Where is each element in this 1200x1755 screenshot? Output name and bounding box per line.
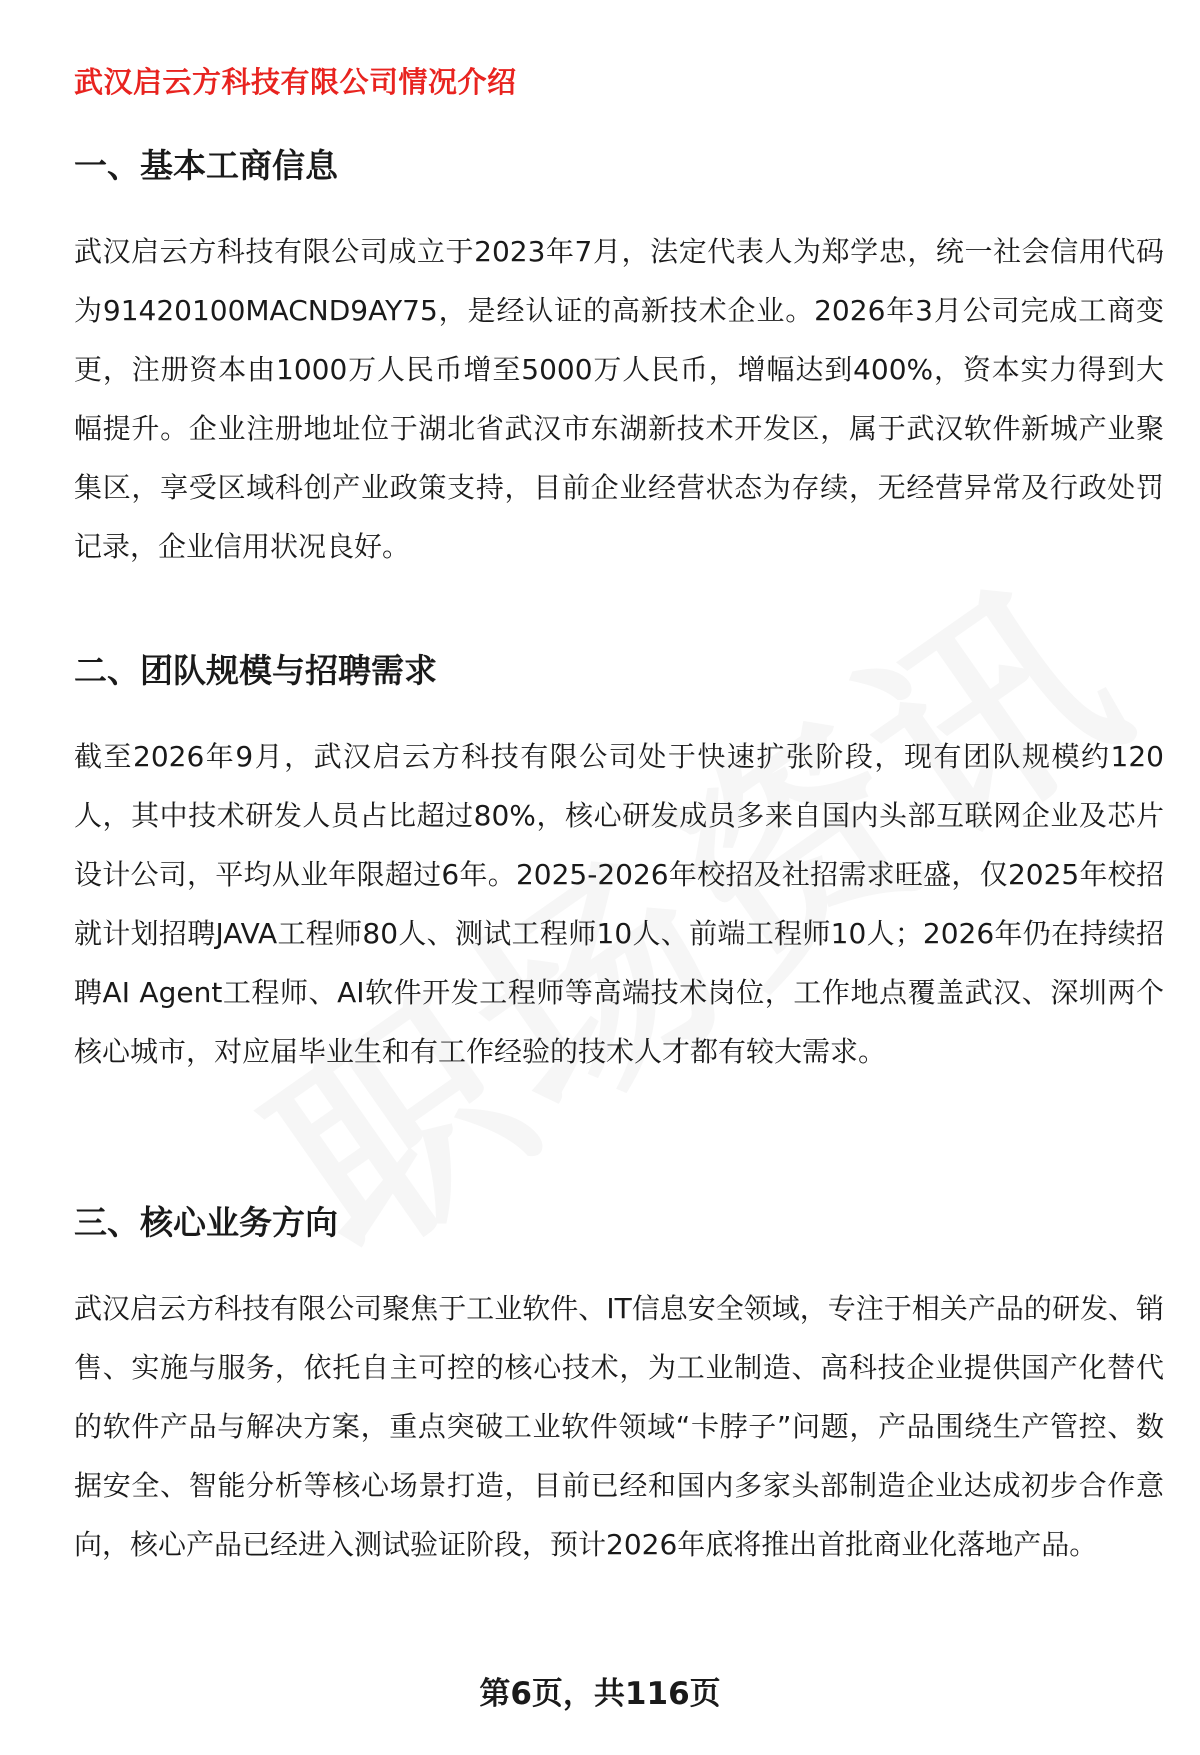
page-number: 第6页，共116页 bbox=[479, 1676, 721, 1712]
section-paragraph-business: 武汉启云方科技有限公司聚焦于工业软件、IT信息安全领域，专注于相关产品的研发、销售、实施与服务，依托自主可控的核心技术，为工业制造、高科技企业提供国产化替代的软件产品与解决方案，重点突破工业软件领域“卡脖子”问题，产品围绕生产管控、数据安全、智能分析等核心场景打造，目前已经和国内多家头部制造企业达成初步合作意向，核心产品已经进入测试验证阶段，预计2026年底将推出首批商业化落地产品。 bbox=[74, 1292, 1164, 1561]
section-paragraph-basic-info: 武汉启云方科技有限公司成立于2023年7月，法定代表人为郑学忠，统一社会信用代码为91420100MACND9AY75，是经认证的高新技术企业。2026年3月公司完成工商变更，注册资本由1000万人民币增至5000万人民币，增幅达到400%，资本实力得到大幅提升。企业注册地址位于湖北省武汉市东湖新技术开发区，属于武汉软件新城产业聚集区，享受区域科创产业政策支持，目前企业经营状态为存续，无经营异常及行政处罚记录，企业信用状况良好。 bbox=[74, 235, 1164, 563]
section-paragraph-team: 截至2026年9月，武汉启云方科技有限公司处于快速扩张阶段，现有团队规模约120人，其中技术研发人员占比超过80%，核心研发成员多来自国内头部互联网企业及芯片设计公司，平均从业年限超过6年。2025-2026年校招及社招需求旺盛，仅2025年校招就计划招聘JAVA工程师80人、测试工程师10人、前端工程师10人；2026年仍在持续招聘AI Agent工程师、AI软件开发工程师等高端技术岗位，工作地点覆盖武汉、深圳两个核心城市，对应届毕业生和有工作经验的技术人才都有较大需求。 bbox=[74, 740, 1164, 1068]
section-heading-team: 二、团队规模与招聘需求 bbox=[74, 651, 437, 690]
section-heading-basic-info: 一、基本工商信息 bbox=[74, 146, 338, 185]
document-title: 武汉启云方科技有限公司情况介绍 bbox=[74, 65, 517, 99]
section-heading-business: 三、核心业务方向 bbox=[74, 1203, 338, 1242]
